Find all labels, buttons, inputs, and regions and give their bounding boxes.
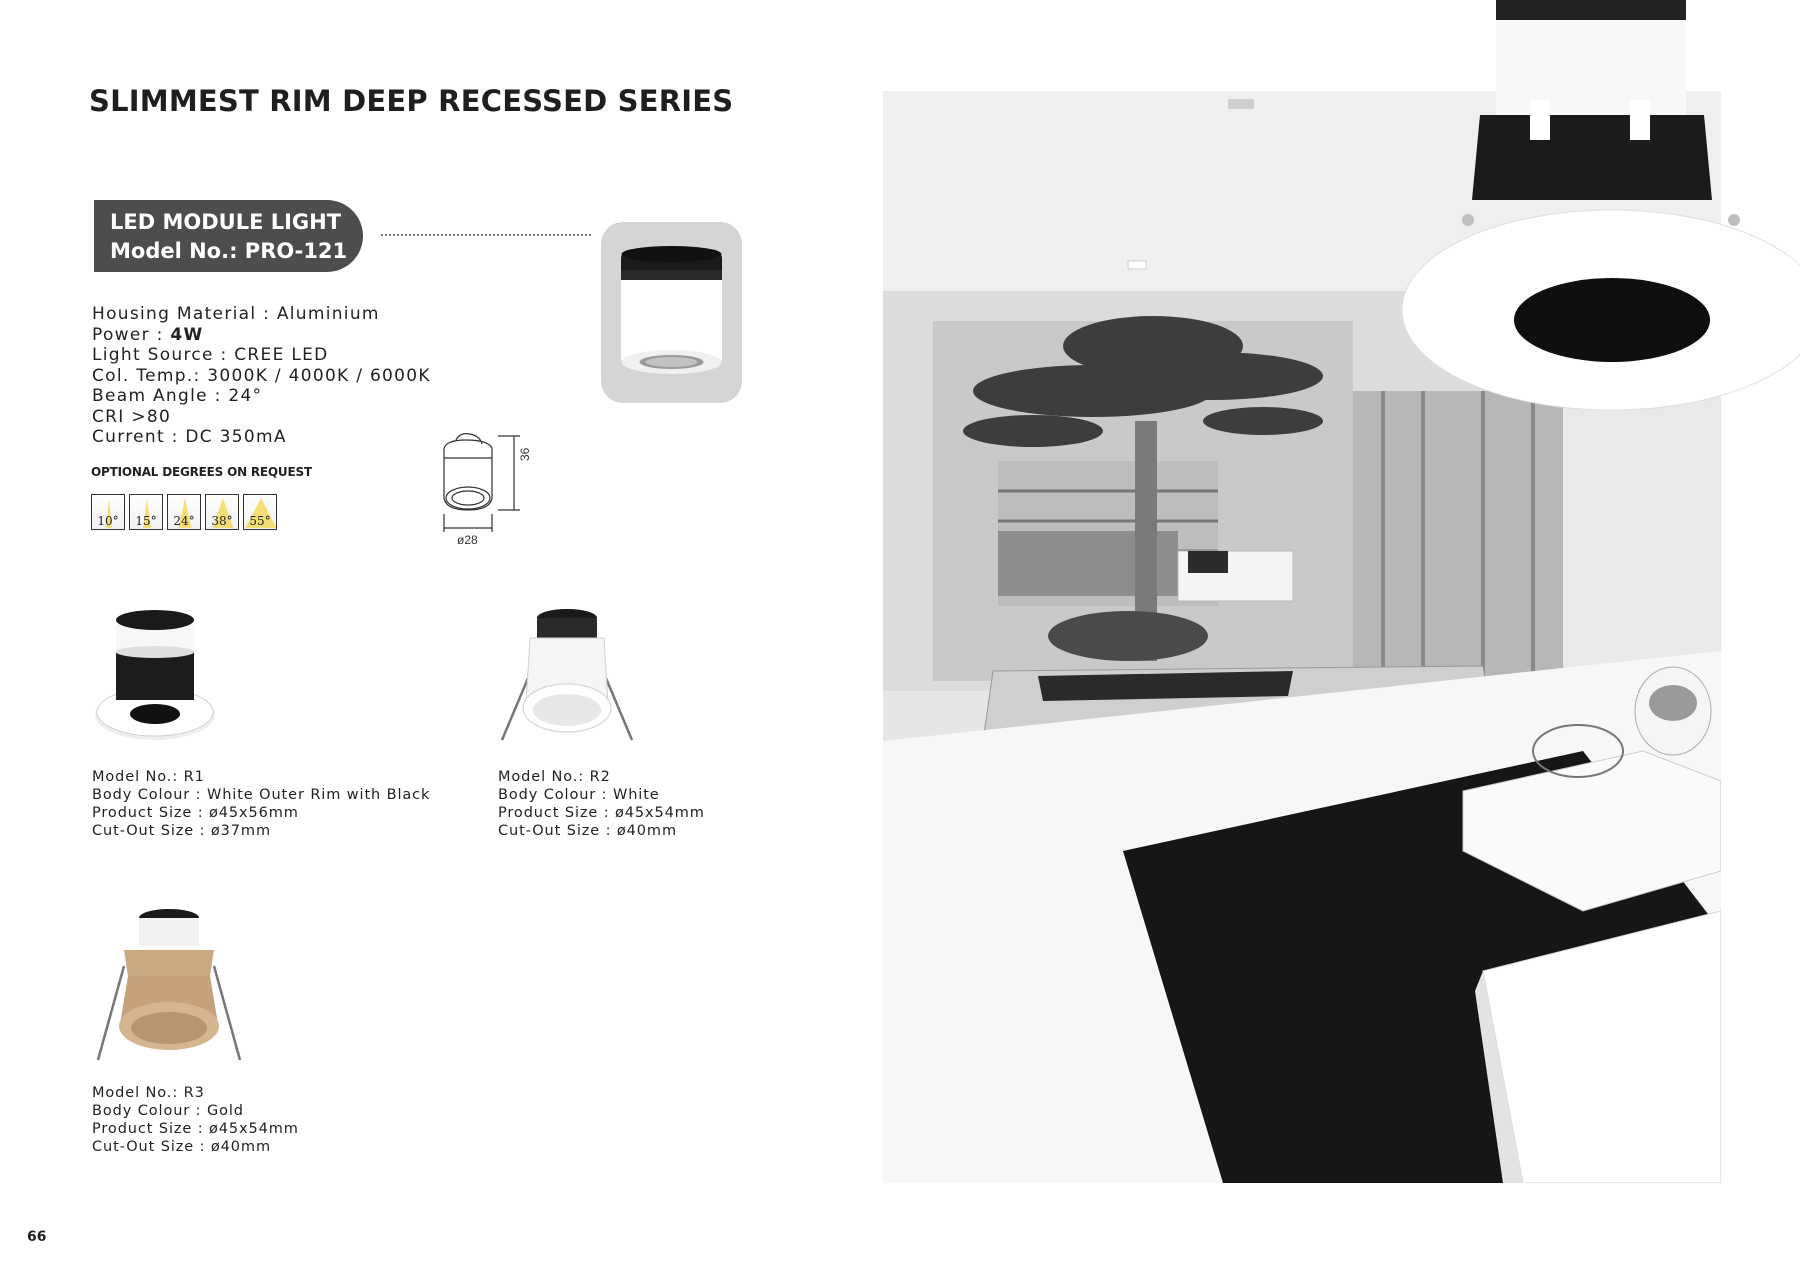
page-title: SLIMMEST RIM DEEP RECESSED SERIES xyxy=(89,84,734,118)
product-r2-colour: Body Colour : White xyxy=(498,787,660,803)
optional-degrees-note: OPTIONAL DEGREES ON REQUEST xyxy=(91,465,312,479)
beam-option-38: 38° xyxy=(205,494,239,530)
model-badge xyxy=(94,200,363,272)
product-r2-image xyxy=(494,604,640,744)
beam-option-15: 15° xyxy=(129,494,163,530)
product-r3-model: Model No.: R3 xyxy=(92,1085,205,1101)
beam-option-55: 55° xyxy=(243,494,277,530)
product-r1-image xyxy=(94,600,216,742)
product-r1-size: Product Size : ø45x56mm xyxy=(92,805,299,821)
product-r2-info xyxy=(498,768,705,840)
badge-product-type: LED MODULE LIGHT xyxy=(110,210,342,234)
dimension-diameter: ø28 xyxy=(457,533,478,547)
product-r1-cutout: Cut-Out Size : ø37mm xyxy=(92,823,271,839)
page-number: 66 xyxy=(27,1229,47,1245)
product-r3-colour: Body Colour : Gold xyxy=(92,1103,244,1119)
spec-cri: CRI >80 xyxy=(92,406,172,427)
dimension-height: 36 xyxy=(518,447,532,461)
hero-downlight-image xyxy=(1400,0,1800,420)
spec-list xyxy=(92,304,431,448)
spec-power: Power : 4W xyxy=(92,324,204,345)
product-r3-image xyxy=(94,906,244,1066)
dimension-drawing xyxy=(436,428,526,538)
product-r3-cutout: Cut-Out Size : ø40mm xyxy=(92,1139,271,1155)
product-r2-cutout: Cut-Out Size : ø40mm xyxy=(498,823,677,839)
beam-option-24: 24° xyxy=(167,494,201,530)
product-r1-info xyxy=(92,768,430,840)
beam-option-10: 10° xyxy=(91,494,125,530)
spec-current: Current : DC 350mA xyxy=(92,427,287,447)
product-r2-size: Product Size : ø45x54mm xyxy=(498,805,705,821)
leader-dots xyxy=(381,234,591,236)
spec-light-source: Light Source : CREE LED xyxy=(92,345,329,365)
product-r1-model: Model No.: R1 xyxy=(92,769,205,785)
beam-angle-options xyxy=(91,494,277,530)
spec-col-temp: Col. Temp.: 3000K / 4000K / 6000K xyxy=(92,365,431,386)
led-module-image xyxy=(601,222,742,403)
product-r3-info xyxy=(92,1084,299,1156)
spec-housing: Housing Material : Aluminium xyxy=(92,304,380,324)
product-r1-colour: Body Colour : White Outer Rim with Black xyxy=(92,787,431,803)
product-r2-model: Model No.: R2 xyxy=(498,769,611,785)
spec-beam-angle: Beam Angle : 24° xyxy=(92,386,263,406)
badge-model-number: Model No.: PRO-121 xyxy=(110,239,348,263)
product-r3-size: Product Size : ø45x54mm xyxy=(92,1121,299,1137)
module-thumbnail xyxy=(601,222,742,403)
